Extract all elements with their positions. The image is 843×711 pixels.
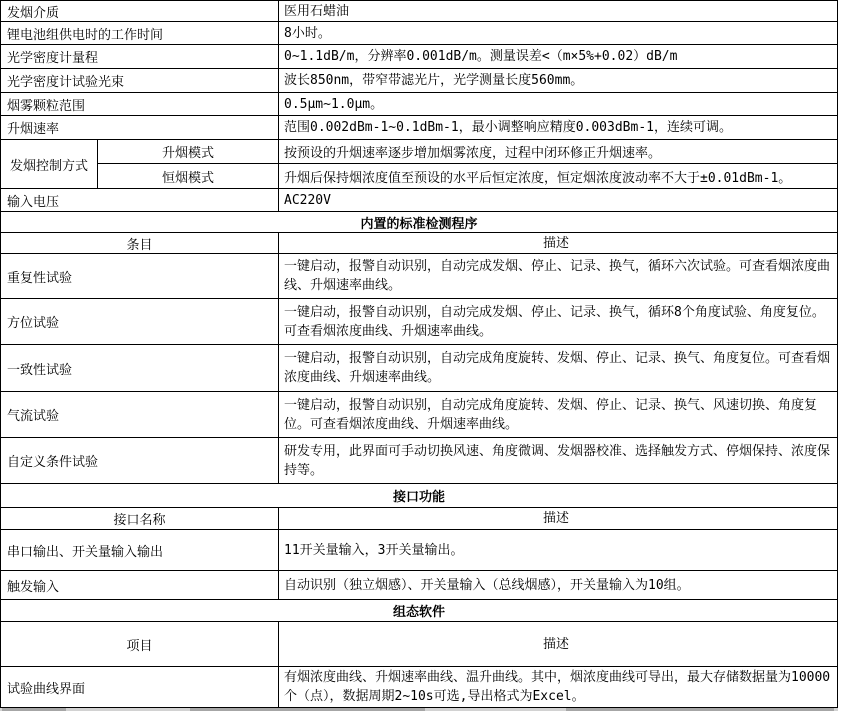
table-row [1, 299, 837, 345]
item-name: 触发输入 [1, 571, 279, 599]
spec-value: AC220V [284, 192, 331, 208]
section-title: 内置的标准检测程序 [1, 212, 837, 233]
spec-value: 波长850nm，带窄带滤光片，光学测量长度560mm。 [284, 73, 584, 88]
table-row [1, 345, 837, 392]
spec-value: 0~1.1dB/m，分辨率0.001dB/m。测量误差<（m×5%+0.02）dB/m [284, 49, 678, 64]
table-row [1, 189, 837, 212]
table-row [1, 93, 837, 116]
table-row [1, 667, 837, 708]
spec-label: 发烟介质 [1, 1, 279, 21]
item-desc: 一键启动，报警自动识别，自动完成发烟、停止、记录、换气，循环六次试验。可查看烟浓度曲线、升烟速率曲线。 [284, 259, 831, 293]
spec-value: 0.5μm~1.0μm。 [284, 96, 384, 112]
spec-label: 锂电池组供电时的工作时间 [1, 22, 279, 44]
item-name: 重复性试验 [1, 254, 279, 298]
section-title: 接口功能 [1, 484, 837, 508]
table-row [1, 530, 837, 571]
table-row [1, 392, 837, 438]
column-header: 项目 [1, 622, 279, 666]
spec-label: 烟雾颗粒范围 [1, 93, 279, 115]
item-desc: 研发专用，此界面可手动切换风速、角度微调、发烟器校准、选择触发方式、停烟保持、浓度保持等。 [284, 443, 831, 478]
item-name: 自定义条件试验 [1, 438, 279, 483]
column-header: 接口名称 [1, 508, 279, 529]
spec-value: 8小时。 [284, 25, 331, 41]
item-name: 气流试验 [1, 392, 279, 437]
item-desc: 一键启动，报警自动识别，自动完成发烟、停止、记录、换气，循环8个角度试验、角度复位。可查看烟浓度曲线、升烟速率曲线。 [284, 304, 825, 339]
mode-name: 升烟模式 [98, 140, 279, 164]
item-desc: 自动识别（独立烟感）、开关量输入（总线烟感），开关量输入为10组。 [284, 577, 690, 593]
smoke-control-label: 发烟控制方式 [1, 140, 98, 188]
mode-desc: 升烟后保持烟浓度值至预设的水平后恒定浓度，恒定烟浓度波动率不大于±0.01dBm-1。 [284, 170, 792, 186]
column-header: 描述 [542, 636, 569, 652]
smoke-control-block [1, 140, 837, 189]
item-name: 串口输出、开关量输入输出 [1, 530, 279, 570]
section-header-row [1, 622, 837, 667]
section-header-row [1, 508, 837, 530]
table-row [1, 22, 837, 45]
spec-label: 光学密度计试验光束 [1, 69, 279, 92]
spec-label: 光学密度计量程 [1, 45, 279, 68]
column-header: 描述 [542, 235, 569, 251]
spec-label: 输入电压 [1, 189, 279, 211]
spec-value: 医用石蜡油 [284, 3, 350, 19]
table-row [1, 45, 837, 69]
section-title: 组态软件 [1, 600, 837, 622]
table-row [1, 1, 837, 22]
table-row [1, 571, 837, 600]
mode-name: 恒烟模式 [98, 164, 279, 188]
spec-value: 范围0.002dBm-1~0.1dBm-1，最小调整响应精度0.003dBm-1，连续可调。 [284, 120, 732, 135]
item-name: 一致性试验 [1, 345, 279, 391]
item-name: 试验曲线界面 [1, 667, 279, 707]
item-desc: 一键启动，报警自动识别，自动完成角度旋转、发烟、停止、记录、换气、风速切换、角度复位。可查看烟浓度曲线、升烟速率曲线。 [284, 397, 818, 432]
item-desc: 一键启动，报警自动识别，自动完成角度旋转、发烟、停止、记录、换气、角度复位。可查看烟浓度曲线、升烟速率曲线。 [284, 351, 831, 385]
table-row [1, 254, 837, 299]
column-header: 描述 [542, 511, 569, 526]
table-row [1, 116, 837, 140]
table-row [1, 69, 837, 93]
item-desc: 11开关量输入，3开关量输出。 [284, 542, 464, 558]
mode-desc: 按预设的升烟速率逐步增加烟雾浓度，过程中闭环修正升烟速率。 [279, 140, 837, 164]
section-header-row [1, 233, 837, 254]
column-header: 条目 [1, 233, 279, 253]
item-desc: 有烟浓度曲线、升烟速率曲线、温升曲线。其中，烟浓度曲线可导出，最大存储数据量为10000个（点），数据周期2~10s可选,导出格式为Excel。 [284, 670, 831, 704]
spec-label: 升烟速率 [1, 116, 279, 139]
table-row [1, 438, 837, 484]
item-name: 方位试验 [1, 299, 279, 344]
